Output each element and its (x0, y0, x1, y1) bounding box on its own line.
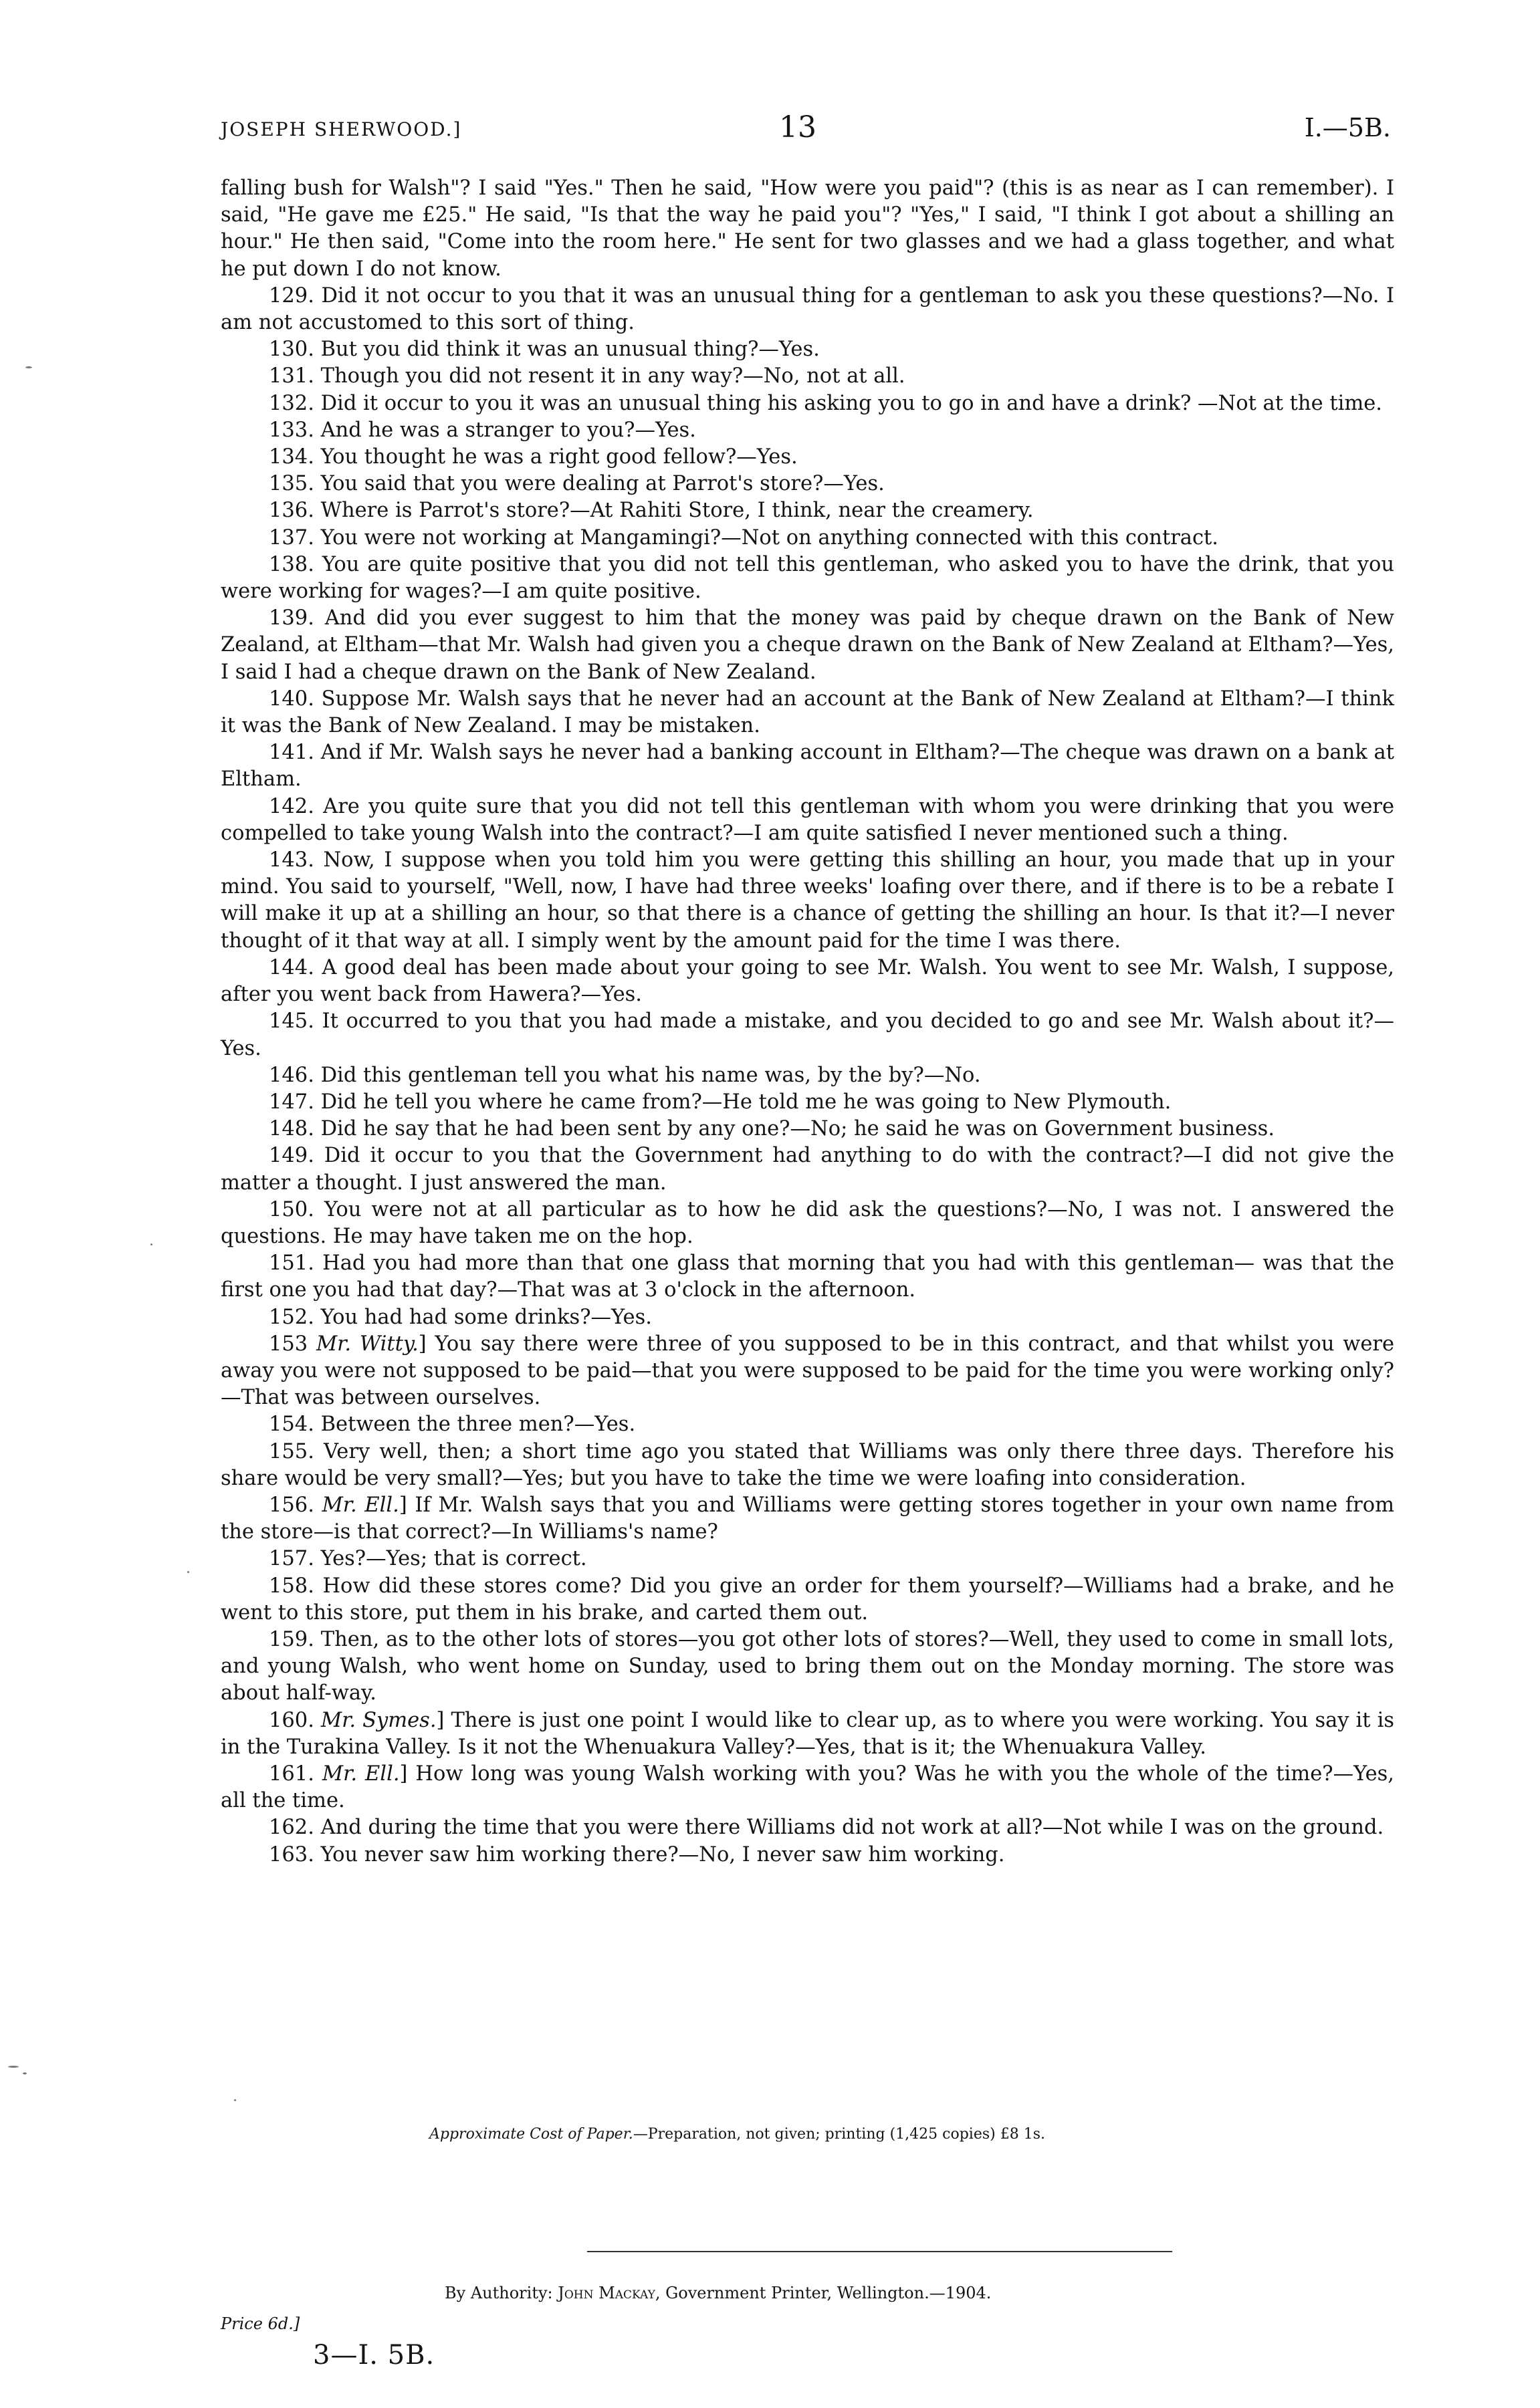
question-answer-paragraph (221, 1304, 1394, 1331)
paragraph-text: 161. (269, 1762, 322, 1786)
scan-speck (8, 2066, 19, 2068)
paragraph-text: 162. And during the time that you were there Williams did not work at all?—Not while I was on the ground. (269, 1816, 1384, 1840)
question-answer-paragraph (221, 1627, 1394, 1707)
scan-speck (234, 2099, 236, 2101)
question-answer-paragraph (221, 444, 1394, 471)
paragraph-text: 141. And if Mr. Walsh says he never had a banking account in Eltham?—The cheque was drawn on a bank at Eltham. (221, 741, 1394, 792)
scan-speck (150, 1243, 152, 1245)
paragraph-text: 154. Between the three men?—Yes. (269, 1413, 636, 1437)
question-answer-paragraph (221, 497, 1394, 524)
paragraph-text: 163. You never saw him working there?—No, I never saw him working. (269, 1842, 1005, 1867)
scan-speck (23, 2072, 27, 2074)
paragraph-text: 145. It occurred to you that you had made a mistake, and you decided to go and see Mr. Walsh about it?—Yes. (221, 1009, 1394, 1060)
paragraph-text: falling bush for Walsh"? I said "Yes." Then he said, "How were you paid"? (this is as near as I can remember). I said, "He gave me £25." He said, "Is that the way he paid you"? "Yes," I said, "I think I got about a shilling an hour." He then said, "Come into the room here." He sent for two glasses and we had a glass together, and what he put down I do not know. (221, 176, 1394, 281)
paragraph-text: 151. Had you had more than that one glass that morning that you had with this gentleman— was that the first one you had that day?—That was at 3 o'clock in the afternoon. (221, 1251, 1394, 1302)
question-answer-paragraph (221, 471, 1394, 497)
paragraph-text: 156. (269, 1493, 322, 1517)
question-answer-paragraph (221, 1411, 1394, 1438)
scan-speck (187, 1571, 189, 1573)
cost-note (429, 2126, 1232, 2143)
paragraph-text: 140. Suppose Mr. Walsh says that he never had an account at the Bank of New Zealand at Eltham?—I think it was the Bank of New Zealand. I may be mistaken. (221, 687, 1394, 738)
price-note: Price 6d.] (221, 2314, 300, 2333)
footer-divider (587, 2251, 1172, 2252)
paragraph-text: 139. And did you ever suggest to him that the money was paid by cheque drawn on the Bank of New Zealand, at Eltham—that Mr. Walsh had given you a cheque drawn on the Bank of New Zealand at Eltham?—Yes, I said I had a cheque drawn on the Bank of New Zealand. (221, 606, 1394, 684)
header-paper-reference: I.—5B. (1304, 113, 1391, 142)
paragraph-text: ] There is just one point I would like to clear up, as to where you were working. You say it is in the Turakina Valley. Is it not the Whenuakura Valley?—Yes, that is it; the Whenuakura Valley. (221, 1708, 1394, 1759)
question-answer-paragraph (221, 686, 1394, 739)
signature-mark: 3—I. 5B. (313, 2340, 435, 2371)
continued-paragraph (221, 175, 1394, 283)
question-answer-paragraph (221, 363, 1394, 390)
paragraph-text: 157. Yes?—Yes; that is correct. (269, 1547, 587, 1571)
question-answer-paragraph (221, 1707, 1394, 1761)
speaker-name: Mr. Ell. (322, 1493, 399, 1517)
question-answer-paragraph (221, 552, 1394, 605)
paragraph-text: 144. A good deal has been made about your going to see Mr. Walsh. You went to see Mr. Walsh, I suppose, after you went back from Hawera?—Yes. (221, 955, 1394, 1007)
question-answer-paragraph (221, 794, 1394, 847)
paragraph-text: ] How long was young Walsh working with you? Was he with you the whole of the time?—Yes, all the time. (221, 1762, 1394, 1813)
paragraph-text: 136. Where is Parrot's store?—At Rahiti Store, I think, near the creamery. (269, 499, 1034, 523)
paragraph-text: 159. Then, as to the other lots of stores—you got other lots of stores?—Well, they used to come in small lots, and young Walsh, who went home on Sunday, used to bring them out on the Monday morning. The store was about half-way. (221, 1627, 1394, 1705)
question-answer-paragraph (221, 1492, 1394, 1546)
header-page-number: 13 (779, 110, 816, 144)
paragraph-text: 131. Though you did not resent it in any way?—No, not at all. (269, 364, 905, 388)
question-answer-paragraph (221, 1197, 1394, 1250)
question-answer-paragraph (221, 1008, 1394, 1062)
transcript-body (221, 175, 1394, 1869)
question-answer-paragraph (221, 1142, 1394, 1196)
question-answer-paragraph (221, 847, 1394, 955)
cost-text: —Preparation, not given; printing (1,425 copies) £8 1s. (633, 2126, 1045, 2143)
page-header (221, 110, 1391, 144)
paragraph-text: 130. But you did think it was an unusual thing?—Yes. (269, 338, 820, 362)
question-answer-paragraph (221, 283, 1394, 336)
question-answer-paragraph (221, 1331, 1394, 1412)
paragraph-text: 158. How did these stores come? Did you give an order for them yourself?—Williams had a brake, and he went to this store, put them in his brake, and carted them out. (221, 1574, 1394, 1624)
cost-label: Approximate Cost of Paper. (429, 2126, 633, 2143)
paragraph-text: 149. Did it occur to you that the Government had anything to do with the contract?—I did not give the matter a thought. I just answered the man. (221, 1144, 1394, 1195)
paragraph-text: 152. You had had some drinks?—Yes. (269, 1305, 652, 1329)
question-answer-paragraph (221, 1761, 1394, 1814)
authority-suffix: , Government Printer, Wellington.—1904. (655, 2284, 992, 2302)
question-answer-paragraph (221, 955, 1394, 1008)
question-answer-paragraph (221, 336, 1394, 363)
question-answer-paragraph (221, 605, 1394, 686)
paragraph-text: ] You say there were three of you supposed to be in this contract, and that whilst you were away you were not supposed to be paid—that you were supposed to be paid for the time you were working only?—That was between ourselves. (221, 1332, 1394, 1410)
header-witness-name: JOSEPH SHERWOOD.] (221, 118, 462, 140)
paragraph-text: 138. You are quite positive that you did not tell this gentleman, who asked you to have the drink, that you were working for wages?—I am quite positive. (221, 552, 1394, 604)
question-answer-paragraph (221, 417, 1394, 444)
paragraph-text: 129. Did it not occur to you that it was an unusual thing for a gentleman to ask you these questions?—No. I am not accustomed to this sort of thing. (221, 283, 1394, 335)
speaker-name: Mr. Symes. (320, 1708, 437, 1732)
paragraph-text: 142. Are you quite sure that you did not tell this gentleman with whom you were drinking that you were compelled to take young Walsh into the contract?—I am quite satisfied I never mentioned such a thing. (221, 794, 1394, 845)
authority-prefix: By Authority: (445, 2284, 558, 2302)
paragraph-text: ] If Mr. Walsh says that you and Williams were getting stores together in your own name from the store—is that correct?—In Williams's name? (221, 1493, 1394, 1544)
question-answer-paragraph (221, 390, 1394, 417)
speaker-name: Mr. Ell. (322, 1762, 400, 1786)
authority-printer: John Mackay (558, 2284, 655, 2302)
paragraph-text: 133. And he was a stranger to you?—Yes. (269, 418, 696, 442)
paragraph-text: 135. You said that you were dealing at Parrot's store?—Yes. (269, 472, 885, 496)
question-answer-paragraph (221, 1439, 1394, 1492)
question-answer-paragraph (221, 1546, 1394, 1572)
question-answer-paragraph (221, 1573, 1394, 1627)
question-answer-paragraph (221, 739, 1394, 793)
paragraph-text: 153 (269, 1332, 316, 1356)
paragraph-text: 147. Did he tell you where he came from?—He told me he was going to New Plymouth. (269, 1090, 1172, 1114)
question-answer-paragraph (221, 1062, 1394, 1089)
question-answer-paragraph (221, 1842, 1394, 1869)
paragraph-text: 160. (269, 1708, 321, 1732)
paragraph-text: 150. You were not at all particular as to how he did ask the questions?—No, I was not. I answered the questions. He may have taken me on the hop. (221, 1197, 1394, 1248)
paragraph-text: 132. Did it occur to you it was an unusual thing his asking you to go in and have a drink? —Not at the time. (269, 391, 1382, 415)
paragraph-text: 134. You thought he was a right good fellow?—Yes. (269, 445, 798, 469)
authority-line (445, 2284, 991, 2302)
speaker-name: Mr. Witty. (316, 1332, 419, 1356)
question-answer-paragraph (221, 1089, 1394, 1116)
paragraph-text: 148. Did he say that he had been sent by any one?—No; he said he was on Government business. (269, 1117, 1275, 1141)
paragraph-text: 155. Very well, then; a short time ago you stated that Williams was only there three days. Therefore his share would be very small?—Yes; but you have to take the time we were loafing into consideration. (221, 1439, 1394, 1490)
scan-speck (25, 366, 32, 368)
question-answer-paragraph (221, 1250, 1394, 1304)
paragraph-text: 137. You were not working at Mangamingi?—Not on anything connected with this contract. (269, 525, 1218, 550)
paragraph-text: 143. Now, I suppose when you told him you were getting this shilling an hour, you made that up in your mind. You said to yourself, "Well, now, I have had three weeks' loafing over there, and if there is to be a rebate I will make it up at a shilling an hour, so that there is a chance of getting the shilling an hour. Is that it?—I never thought of it that way at all. I simply went by the amount paid for the time I was there. (221, 848, 1394, 953)
paragraph-text: 146. Did this gentleman tell you what his name was, by the by?—No. (269, 1063, 981, 1087)
question-answer-paragraph (221, 1116, 1394, 1142)
question-answer-paragraph (221, 1814, 1394, 1841)
question-answer-paragraph (221, 525, 1394, 552)
